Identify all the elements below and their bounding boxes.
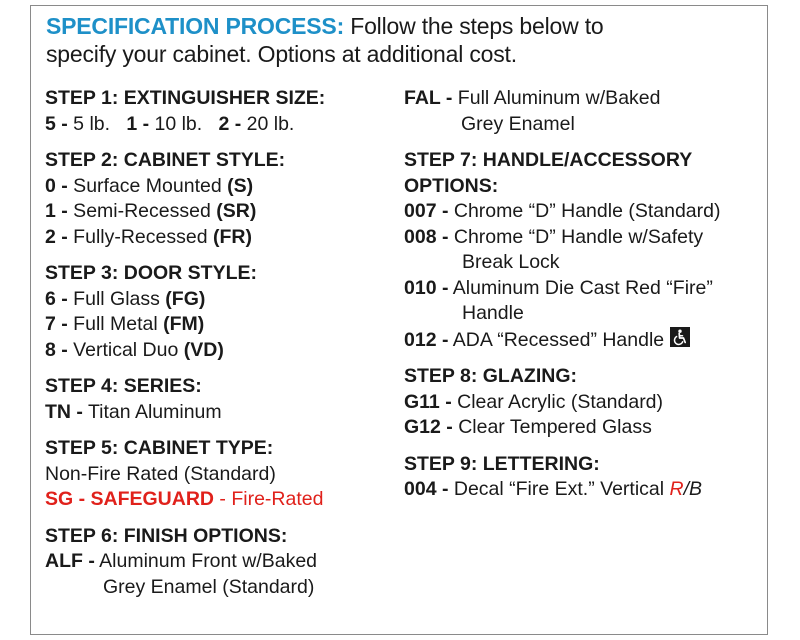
step2-option <box>45 225 390 251</box>
step6-block <box>45 524 390 601</box>
step8-block <box>404 364 759 441</box>
option-text: Titan Aluminum <box>82 400 222 423</box>
step3-option <box>45 338 390 364</box>
option-code: 010 - <box>404 276 449 299</box>
wheelchair-accessibility-icon <box>670 327 690 347</box>
step3-option <box>45 312 390 338</box>
intro-text-line1: Follow the steps below to <box>344 13 604 39</box>
step7-title-line2: OPTIONS: <box>404 174 499 197</box>
step2-block <box>45 148 390 250</box>
step6-title: STEP 6: FINISH OPTIONS: <box>45 524 288 547</box>
step3-block <box>45 261 390 363</box>
lettering-color-b: /B <box>683 478 703 500</box>
option-abbr: (SR) <box>216 200 257 222</box>
option-text: Semi-Recessed <box>67 200 217 222</box>
step2-title: STEP 2: CABINET STYLE: <box>45 149 286 171</box>
step3-option <box>45 287 390 313</box>
option-code: 012 - <box>404 328 449 351</box>
step1-code: 5 - <box>45 112 68 135</box>
lettering-color-r: R <box>669 478 684 500</box>
step7-block <box>404 148 759 353</box>
intro-text-line2: specify your cabinet. Options at additional cost. <box>46 41 517 67</box>
step9-block <box>404 452 759 503</box>
option-text: Chrome “D” Handle w/Safety <box>448 225 704 248</box>
option-code: 7 - <box>45 313 68 335</box>
step9-title: STEP 9: LETTERING: <box>404 452 600 475</box>
option-text: Decal “Fire Ext.” Vertical <box>448 478 670 500</box>
option-abbr: (VD) <box>183 338 224 361</box>
step2-option <box>45 174 390 200</box>
option-text: Vertical Duo <box>67 338 184 361</box>
step1-option-text: 10 lb. <box>149 112 203 135</box>
option-text: Clear Tempered Glass <box>452 416 652 438</box>
option-text: Chrome “D” Handle (Standard) <box>448 200 721 222</box>
option-code: 8 - <box>45 338 68 361</box>
option-text: ADA “Recessed” Handle <box>448 328 665 351</box>
option-continuation: Handle <box>462 302 524 324</box>
step5-title: STEP 5: CABINET TYPE: <box>45 437 274 459</box>
option-abbr: (FG) <box>165 287 206 310</box>
step7-option <box>404 199 759 225</box>
step4-title: STEP 4: SERIES: <box>45 375 202 397</box>
option-text: Fully-Recessed <box>67 225 213 248</box>
step1-code: 1 - <box>126 112 150 135</box>
step4-block <box>45 374 390 425</box>
option-code: 008 - <box>404 225 449 248</box>
step6-continued-block <box>404 86 759 137</box>
step1-options-line <box>45 112 390 138</box>
option-code: FAL - <box>404 87 453 109</box>
option-code: 2 - <box>45 225 68 248</box>
option-code: G11 - <box>404 390 452 413</box>
step1-code: 2 - <box>218 112 242 135</box>
step7-title-line1: STEP 7: HANDLE/ACCESSORY <box>404 149 693 171</box>
option-continuation: Grey Enamel <box>461 112 575 135</box>
step8-title: STEP 8: GLAZING: <box>404 365 577 387</box>
option-abbr: (FR) <box>212 225 252 248</box>
option-text: Full Metal <box>67 313 164 335</box>
step4-option <box>45 400 390 426</box>
option-abbr: (S) <box>227 174 254 197</box>
step1-option-text: 20 lb. <box>241 112 295 135</box>
option-continuation: Grey Enamel (Standard) <box>103 575 315 598</box>
option-abbr: (FM) <box>163 313 205 335</box>
option-code: 1 - <box>45 200 68 222</box>
spec-intro <box>46 12 746 68</box>
option-code: ALF - <box>45 550 95 572</box>
step3-title: STEP 3: DOOR STYLE: <box>45 262 258 284</box>
option-code: 6 - <box>45 287 68 310</box>
option-text: Aluminum Die Cast Red “Fire” <box>448 276 713 299</box>
option-code: 0 - <box>45 174 68 197</box>
option-code: 004 - <box>404 478 449 500</box>
option-text: Clear Acrylic (Standard) <box>451 390 664 413</box>
option-text: Surface Mounted <box>67 174 228 197</box>
spec-process-heading: SPECIFICATION PROCESS: <box>46 13 345 39</box>
left-column <box>45 86 390 611</box>
step1-title: STEP 1: EXTINGUISHER SIZE: <box>45 87 326 109</box>
option-code: 007 - <box>404 200 449 222</box>
step7-option <box>404 276 759 302</box>
step5-safeguard <box>45 487 390 513</box>
step5-block <box>45 436 390 513</box>
step2-option <box>45 199 390 225</box>
step1-block <box>45 86 390 137</box>
option-text: Full Glass <box>67 287 166 310</box>
right-column <box>404 86 759 514</box>
option-code: TN - <box>45 400 83 423</box>
safeguard-code: SG - SAFEGUARD <box>45 488 215 510</box>
step1-option-text: 5 lb. <box>67 112 111 135</box>
step8-option <box>404 390 759 416</box>
option-text: Full Aluminum w/Baked <box>452 87 661 109</box>
step7-option <box>404 225 759 251</box>
safeguard-text: - Fire-Rated <box>214 488 324 510</box>
step6-option <box>45 549 390 575</box>
option-continuation: Break Lock <box>462 251 560 273</box>
step9-option <box>404 477 759 503</box>
step6-option <box>404 86 759 112</box>
step7-option <box>404 327 759 354</box>
option-text: Aluminum Front w/Baked <box>94 550 318 572</box>
option-code: G12 - <box>404 416 453 438</box>
step8-option <box>404 415 759 441</box>
step5-standard: Non-Fire Rated (Standard) <box>45 462 276 485</box>
